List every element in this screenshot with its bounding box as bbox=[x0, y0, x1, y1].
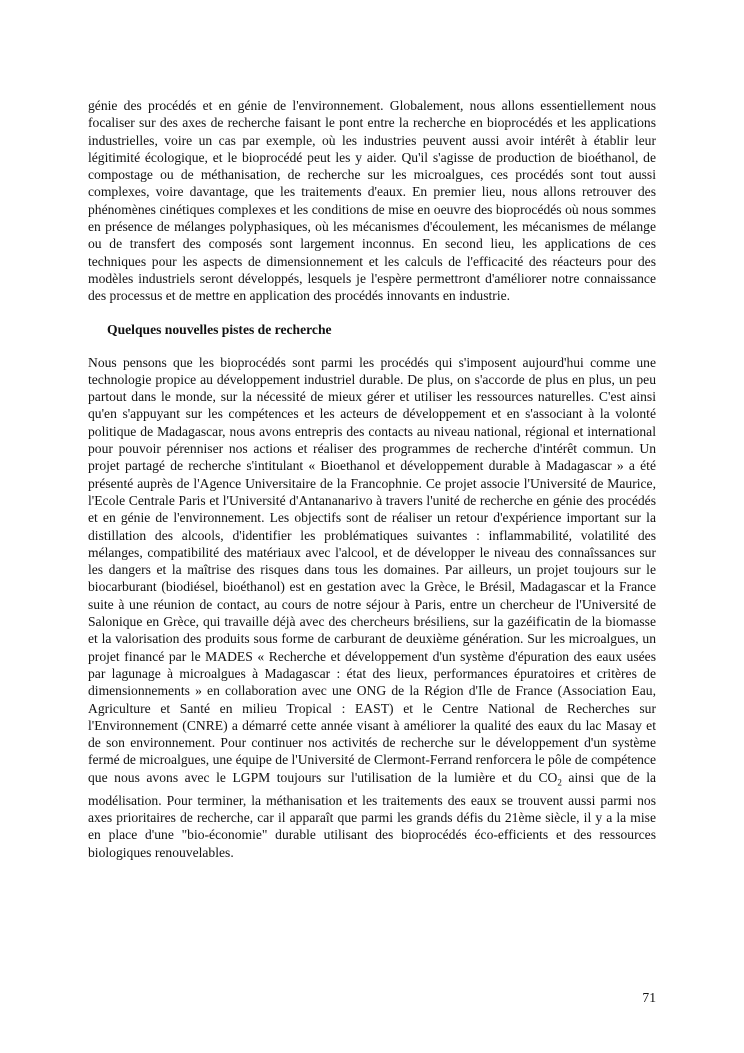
page-body bbox=[88, 97, 656, 861]
page-number: 71 bbox=[642, 990, 656, 1005]
paragraph-2-text-a: Nous pensons que les bioprocédés sont parmi les procédés qui s'imposent aujourd'hui comme une technologie propice au développement industriel durable. De plus, on s'accorde de plus en plus, un peu partout dans le monde, sur la nécessité de mieux gérer et utiliser les ressources naturelles. C'est ainsi qu'en s'appuyant sur les compétences et les acteurs de développement et en s'associant à la volonté politique de Madagascar, nous avons entrepris des contacts au niveau national, régional et international pour pouvoir pérenniser nos actions et réaliser des programmes de recherche d'intérêt commun. Un projet partagé de recherche s'intitulant « Bioethanol et développement durable à Madagascar » a été présenté auprès de l'Agence Universitaire de la Francophnie. Ce projet associe l'Université de Maurice, l'Ecole Centrale Paris et l'Université d'Antananarivo à travers l'unité de recherche en génie des procédés et en génie de l'environnement. Les objectifs sont de réaliser un retour d'expérience important sur la distillation des alcools, d'identifier les problématiques suivantes : inflammabilité, volatilité des mélanges, compatibilité des matériaux avec l'alcool, et de développer le niveau des connaîssances sur les dangers et la maîtrise des risques dans tous les domaines. Par ailleurs, un projet toujours sur le biocarburant (biodiésel, bioéthanol) est en gestation avec la Grèce, le Brésil, Madagascar et la France suite à une réunion de contact, au cours de notre séjour à Paris, entre un chercheur de l'Université de Salonique en Grèce, qui travaille déjà avec des chercheurs brésiliens, sur la gazéificatin de la biomasse et la valorisation des produits sous forme de carburant de deuxième génération. Sur les microalgues, un projet financé par le MADES « Recherche et développement d'un système d'épuration des eaux usées par lagunage à microalgues à Madagascar : état des lieux, performances épuratoires et critères de dimensionnements » en collaboration avec une ONG de la Région d'Ile de France (Association Eau, Agriculture et Santé en milieu Tropical : EAST) et le Centre National de Recherches sur l'Environnement (CNRE) a démarré cette année visant à améliorer la qualité des eaux du lac Masay et de son environnement. Pour continuer nos activités de recherche sur le développement d'un système fermé de microalgues, une équipe de l'Université de Clermont-Ferrand renforcera le pôle de compétence que nous avons avec le LGPM toujours sur l'utilisation de la lumière et du CO bbox=[88, 354, 656, 785]
paragraph-2 bbox=[88, 354, 656, 861]
section-heading: Quelques nouvelles pistes de recherche bbox=[107, 321, 332, 337]
paragraph-2-text-b: ainsi que de la modélisation. Pour terminer, la méthanisation et les traitements des eaux se trouvent aussi parmi nos axes prioritaires de recherche, car il apparaît que parmi les grands défis du 21ème siècle, il y a la mise en place d'une "bio-économie" durable utilisant des bioprocédés éco-efficients et des ressources biologiques renouvelables. bbox=[88, 769, 657, 860]
paragraph-1: génie des procédés et en génie de l'environnement. Globalement, nous allons essentiellement nous focaliser sur des axes de recherche faisant le pont entre la recherche en bioprocédés et les applications industrielles, voire un cas par exemple, où les industries peuvent aussi avoir intérêt à établir leur légitimité écologique, et le bioprocédé peut les y aider. Qu'il s'agisse de production de bioéthanol, de compostage ou de méthanisation, de recherche sur les microalgues, ces procédés sont tout aussi complexes, voire davantage, que les traitements d'eaux. En premier lieu, nous allons retrouver des phénomènes cinétiques complexes et les conditions de mise en oeuvre des bioprocédés où nous sommes en présence de mélanges polyphasiques, où les mécanismes d'écoulement, les mécanismes de mélange ou de transfert des composés sont largement inconnus. En second lieu, les applications de ces techniques pour les aspects de dimensionnement et les calculs de l'efficacité des réacteurs pour des modèles industriels seront développés, lesquels je l'espère permettront d'améliorer notre connaissance des processus et de mettre en application des procédés innovants en industrie. bbox=[88, 98, 656, 304]
co2-subscript: 2 bbox=[557, 777, 562, 788]
